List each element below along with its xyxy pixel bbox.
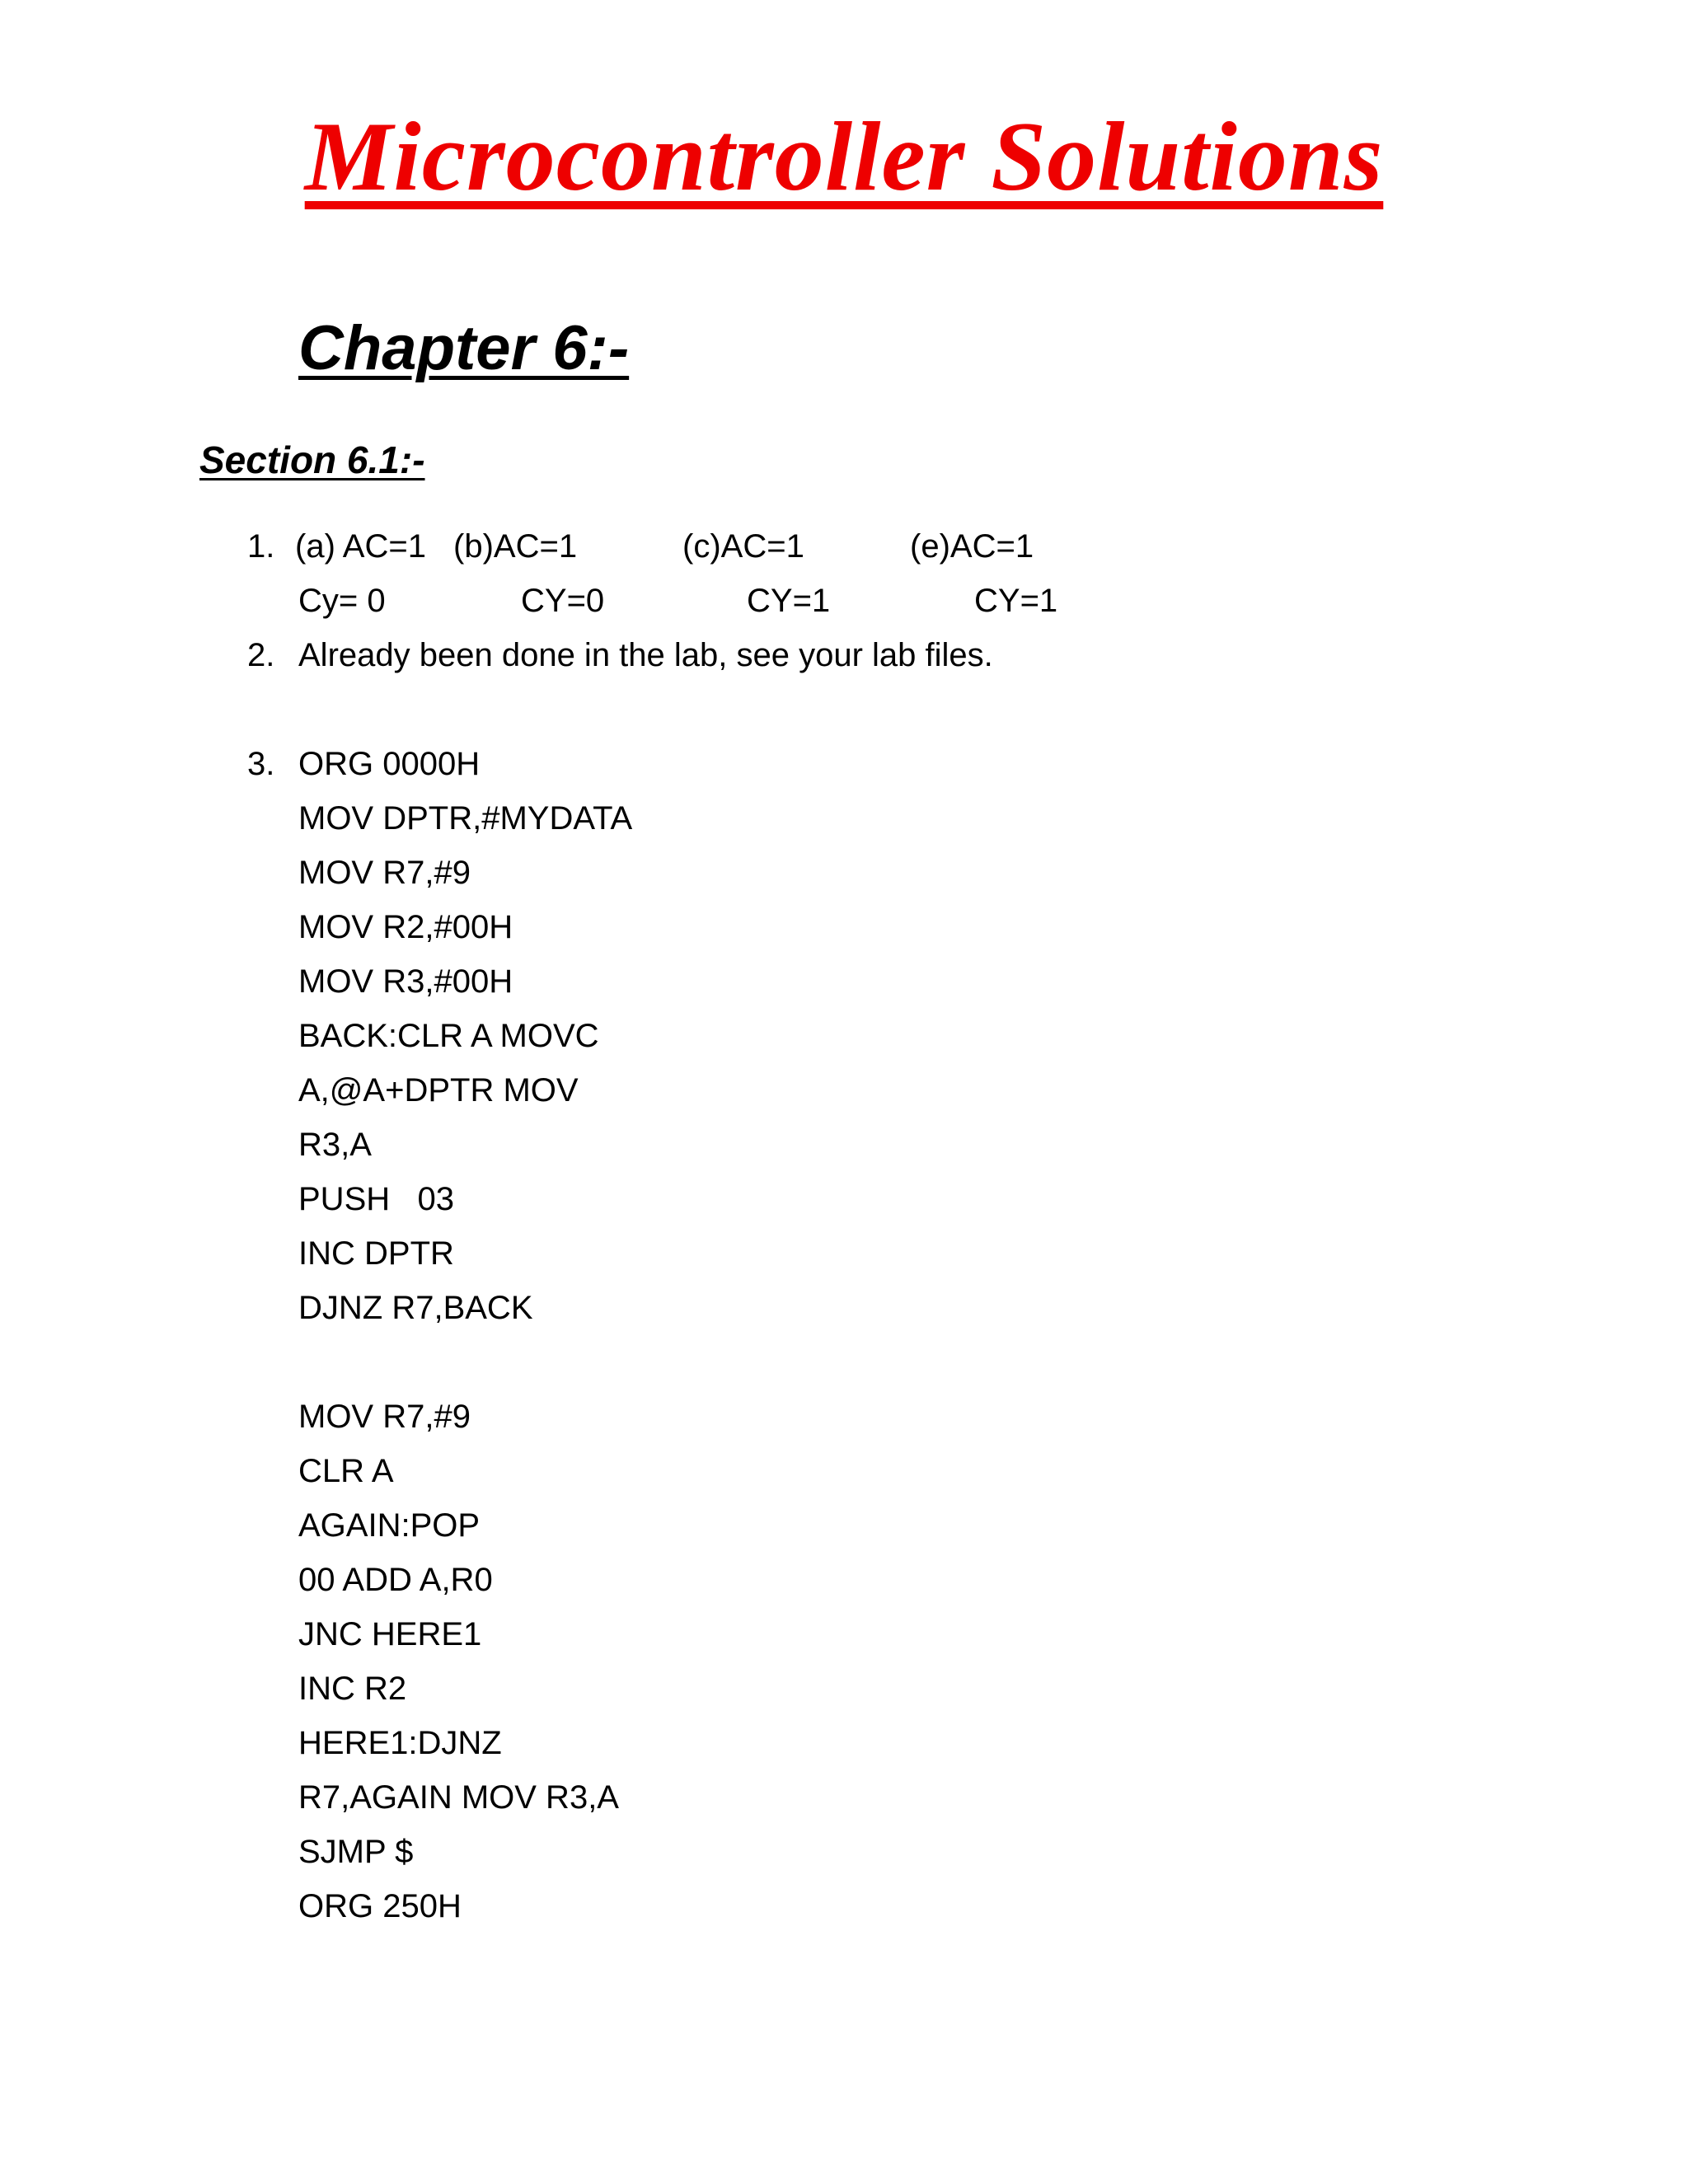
q3-number: 3. [247,746,275,782]
code-line: MOV R2,#00H [298,909,513,945]
code-line: R7,AGAIN MOV R3,A [298,1779,619,1816]
q1-row2-e: CY=1 [974,583,1058,619]
q1-row1-c: (c)AC=1 [682,528,804,565]
code-line: HERE1:DJNZ [298,1725,502,1761]
q2-text: Already been done in the lab, see your lab files. [298,637,993,673]
code-line: CLR A [298,1453,394,1489]
section-heading: Section 6.1:- [199,438,425,481]
chapter-heading: Chapter 6:- [298,313,630,383]
code-line: MOV R7,#9 [298,1399,471,1435]
q1-row2-a: Cy= 0 [298,583,386,619]
code-line: ORG 250H [298,1888,462,1924]
code-line: INC R2 [298,1671,407,1707]
q1-row1-e: (e)AC=1 [910,528,1034,565]
page-title [0,99,1688,214]
code-line: R3,A [298,1127,372,1163]
code-line: BACK:CLR A MOVC [298,1018,599,1054]
code-line: JNC HERE1 [298,1616,482,1652]
q1-row1-b: (b)AC=1 [453,528,578,565]
q1-number: 1. [247,528,275,565]
code-line: MOV R7,#9 [298,855,471,891]
q2-number: 2. [247,637,275,673]
code-line: PUSH 03 [298,1181,454,1217]
q1-row2-c: CY=1 [747,583,831,619]
code-line: ORG 0000H [298,746,481,782]
page-title-text: Microcontroller Solutions [304,101,1384,211]
code-line: MOV R3,#00H [298,963,513,1000]
code-line: A,@A+DPTR MOV [298,1072,579,1108]
code-line: SJMP $ [298,1834,414,1870]
code-line: AGAIN:POP [298,1507,481,1544]
code-line: DJNZ R7,BACK [298,1290,533,1326]
q1-row2-b: CY=0 [521,583,605,619]
code-line: INC DPTR [298,1235,454,1272]
q1-row1-a: (a) AC=1 [295,528,426,565]
code-line: 00 ADD A,R0 [298,1562,493,1598]
code-line: MOV DPTR,#MYDATA [298,800,633,837]
